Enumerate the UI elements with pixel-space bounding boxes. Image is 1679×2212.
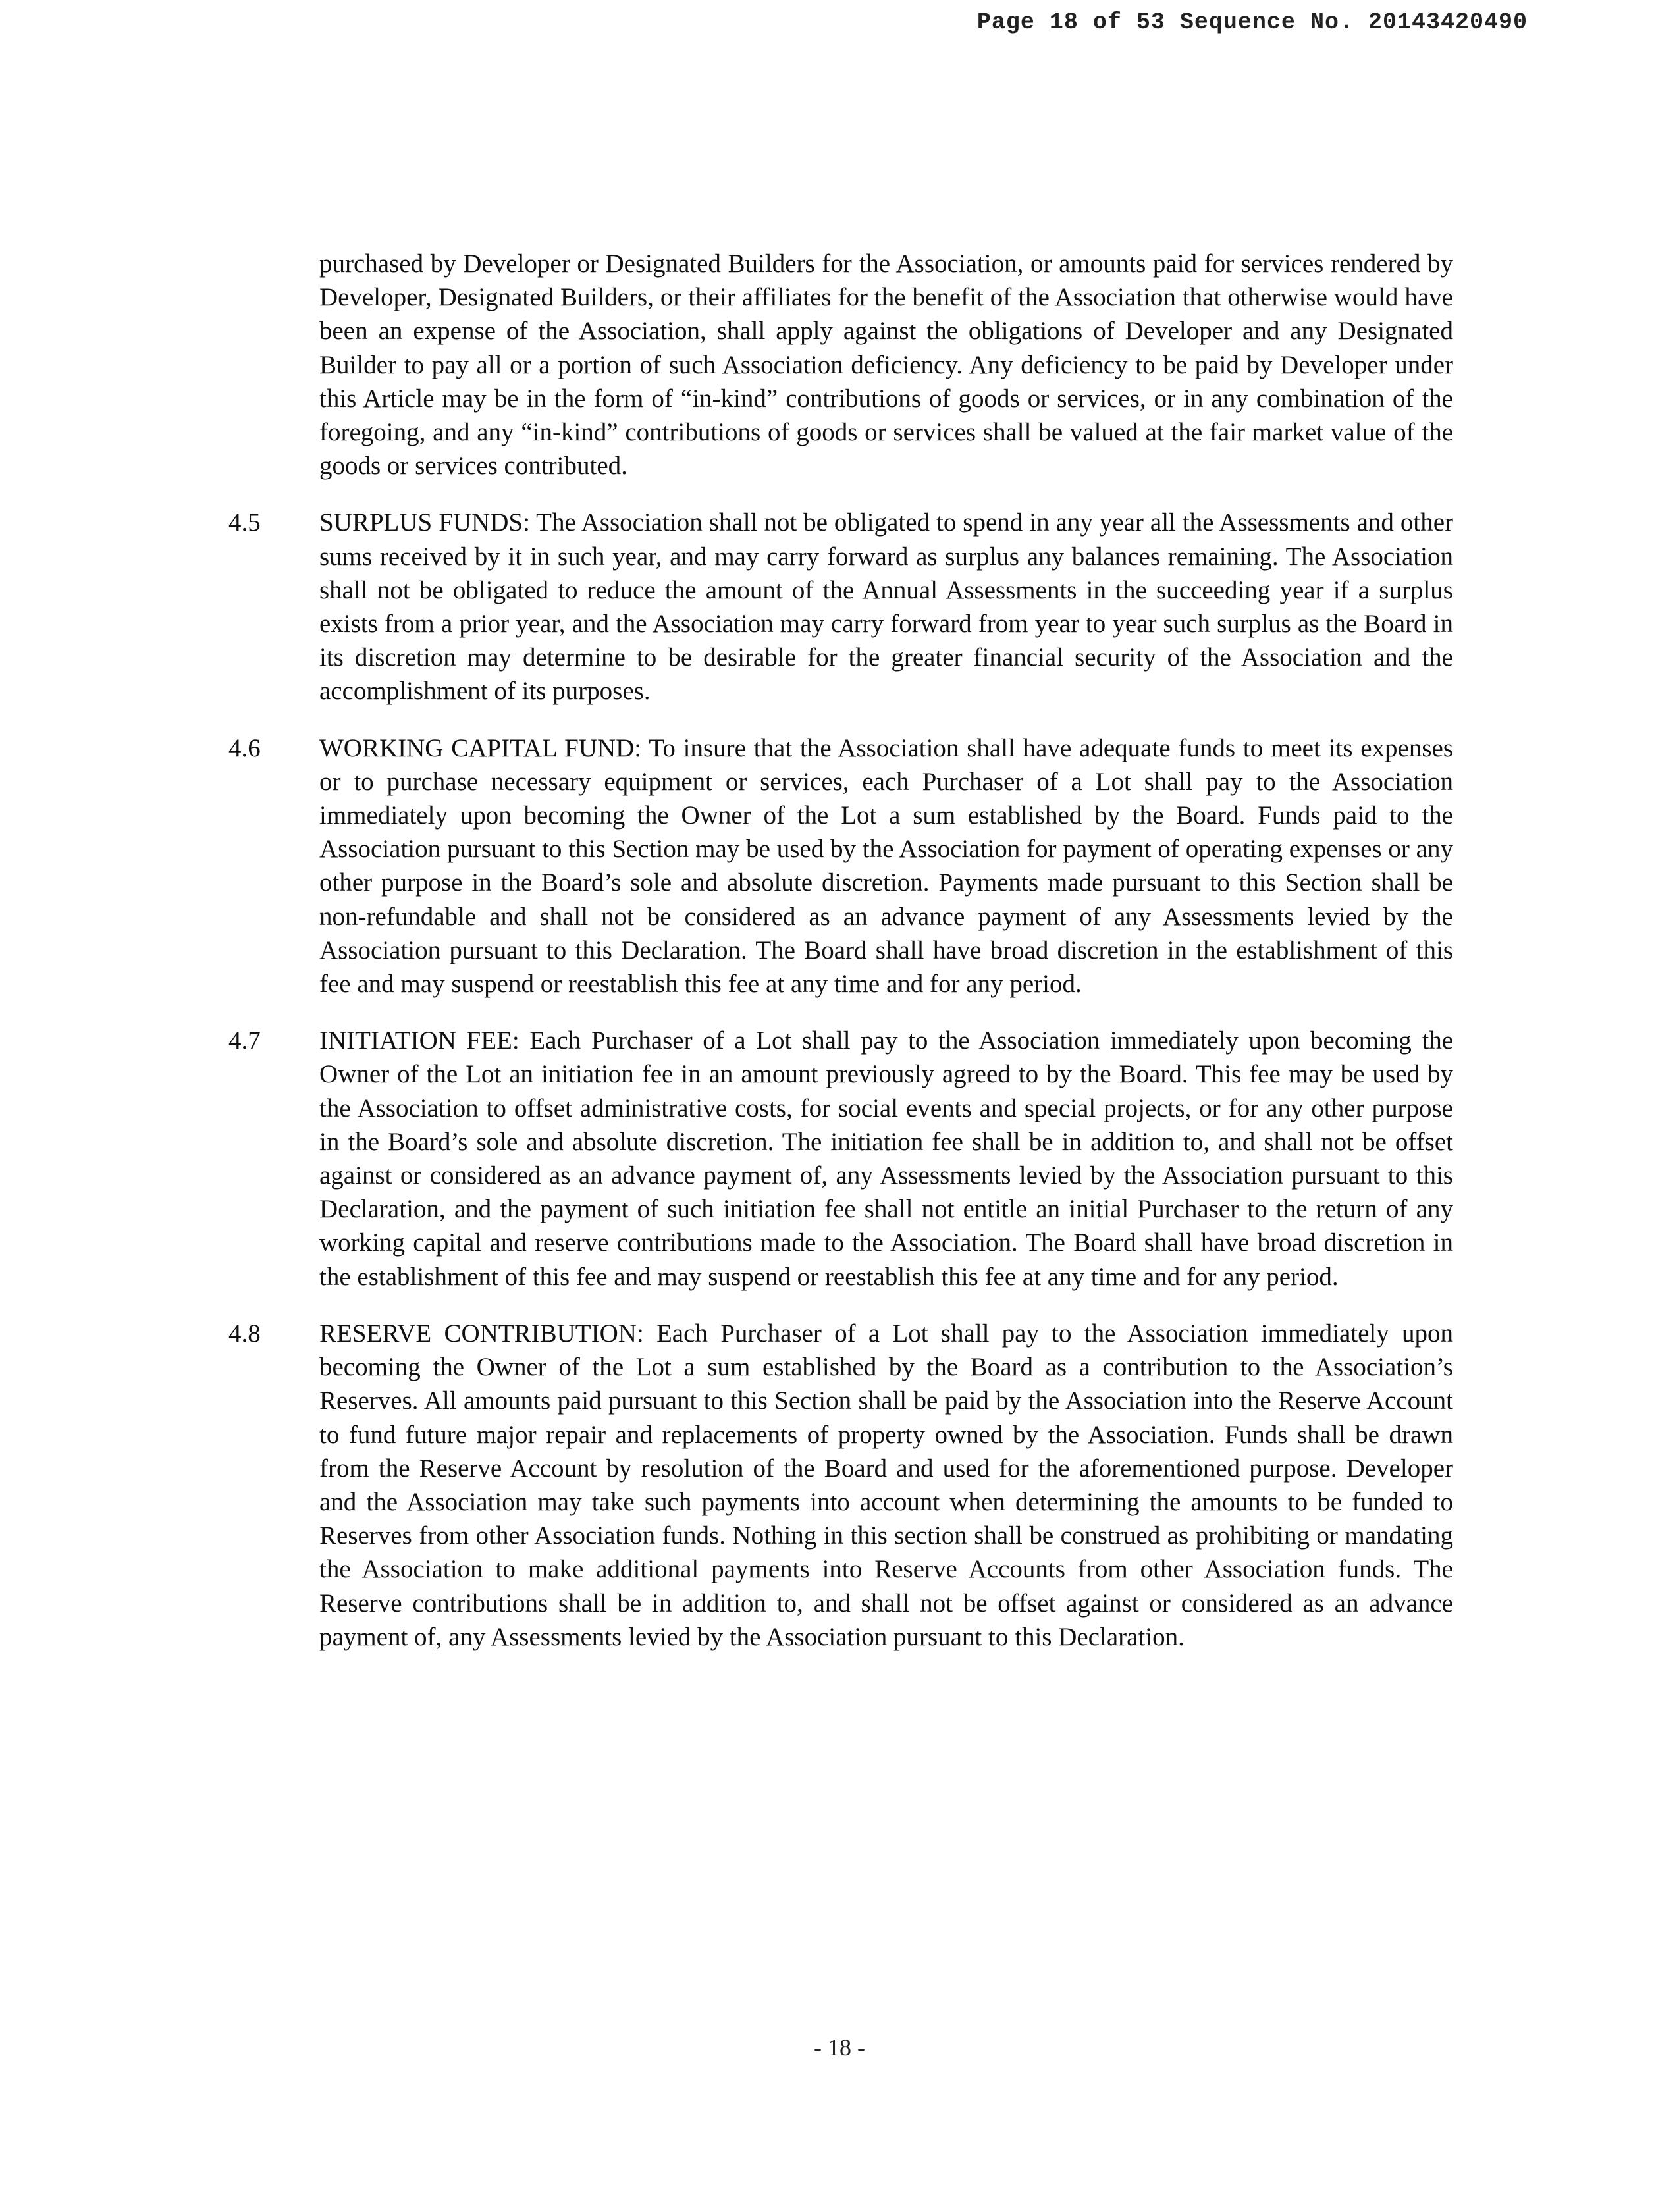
section-number: 4.7	[228, 1026, 261, 1055]
page-header-sequence: Page 18 of 53 Sequence No. 20143420490	[976, 9, 1528, 36]
section-text: INITIATION FEE: Each Purchaser of a Lot shall pay to the Association immediately upon becoming the Owner of the Lot an initiation fee in an amount previously agreed to by the Board. This fee may be used by the Association to offset administrative costs, for social events and special projects, or for any other purpose in the Board’s sole and absolute discretion. The initiation fee shall be in addition to, and shall not be offset against or considered as an advance payment of, any Assessments levied by the Association pursuant to this Declaration, and the payment of such initiation fee shall not entitle an initial Purchaser to the return of any working capital and reserve contributions made to the Association. The Board shall have broad discretion in the establishment of this fee and may suspend or reestablish this fee at any time and for any period.	[319, 1026, 1453, 1291]
continued-paragraph: purchased by Developer or Designated Builders for the Association, or amounts paid for services rendered by Developer, Designated Builders, or their affiliates for the benefit of the Association that otherwise would have been an expense of the Association, shall apply against the obligations of Developer and any Designated Builder to pay all or a portion of such Association deficiency. Any deficiency to be paid by Developer under this Article may be in the form of “in-kind” contributions of goods or services, or in any combination of the foregoing, and any “in-kind” contributions of goods or services shall be valued at the fair market value of the goods or services contributed.	[319, 250, 1453, 481]
section-text: WORKING CAPITAL FUND: To insure that the Association shall have adequate funds to meet its expenses or to purchase necessary equipment or services, each Purchaser of a Lot shall pay to the Association immediately upon becoming the Owner of the Lot a sum established by the Board. Funds paid to the Association pursuant to this Section may be used by the Association for payment of operating expenses or any other purpose in the Board’s sole and absolute discretion. Payments made pursuant to this Section shall be non-refundable and shall not be considered as an advance payment of any Assessments levied by the Association pursuant to this Declaration. The Board shall have broad discretion in the establishment of this fee and may suspend or reestablish this fee at any time and for any period.	[319, 733, 1453, 999]
page-number-footer: - 18 -	[814, 2034, 865, 2061]
section-number: 4.5	[228, 508, 261, 537]
section-4-8	[214, 1317, 1453, 1654]
document-body	[214, 247, 1453, 1654]
section-4-7	[214, 1024, 1453, 1294]
section-4-6	[214, 731, 1453, 1001]
section-text: RESERVE CONTRIBUTION: Each Purchaser of a Lot shall pay to the Association immediately upon becoming the Owner of the Lot a sum established by the Board as a contribution to the Association’s Reserves. All amounts paid pursuant to this Section shall be paid by the Association into the Reserve Account to fund future major repair and replacements of property owned by the Association. Funds shall be drawn from the Reserve Account by resolution of the Board and used for the aforementioned purpose. Developer and the Association may take such payments into account when determining the amounts to be funded to Reserves from other Association funds. Nothing in this section shall be construed as prohibiting or mandating the Association to make additional payments into Reserve Accounts from other Association funds. The Reserve contributions shall be in addition to, and shall not be offset against or considered as an advance payment of, any Assessments levied by the Association pursuant to this Declaration.	[319, 1319, 1453, 1651]
section-text: SURPLUS FUNDS: The Association shall not be obligated to spend in any year all the Assessments and other sums received by it in such year, and may carry forward as surplus any balances remaining. The Association shall not be obligated to reduce the amount of the Annual Assessments in the succeeding year if a surplus exists from a prior year, and the Association may carry forward from year to year such surplus as the Board in its discretion may determine to be desirable for the greater financial security of the Association and the accomplishment of its purposes.	[319, 508, 1453, 706]
section-number: 4.6	[228, 733, 261, 762]
section-4-5	[214, 506, 1453, 708]
section-number: 4.8	[228, 1319, 261, 1348]
